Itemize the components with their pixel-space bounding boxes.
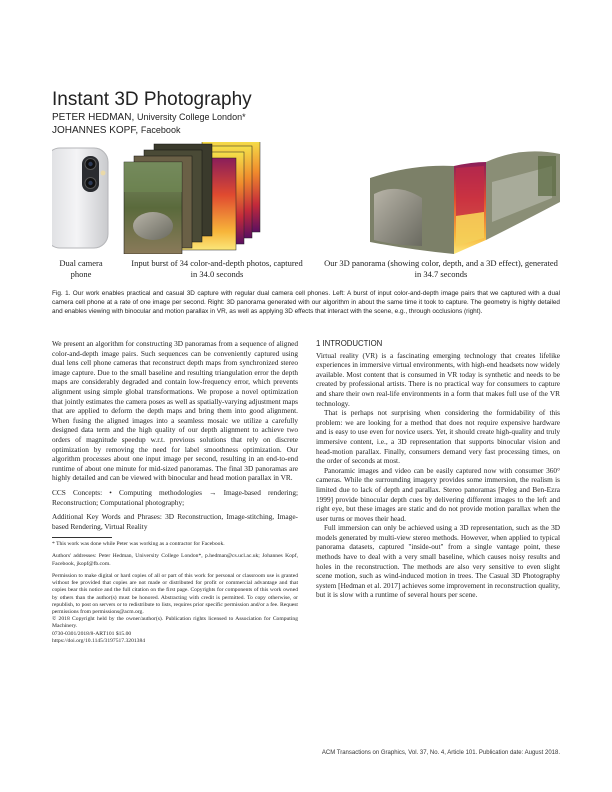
author-block [52,111,246,137]
copyright-notice: © 2018 Copyright held by the owner/author(s). Publication rights licensed to Association for Computing Machinery. [52,616,298,630]
author-line [52,111,246,124]
input-burst-stack [124,142,260,254]
figure-label-output: Our 3D panorama (showing color, depth, and a 3D effect), generated in 34.7 seconds [324,258,558,279]
permission-notice: Permission to make digital or hard copies of all or part of this work for personal or classroom use is granted without fee provided that copies are not made or distributed for profit or commercial advantage and that copies bear this notice and the full citation on the first page. Copyrights for components of this work owned by others than the author(s) must be honored. Abstracting with credit is permitted. To copy otherwise, or republish, to post on servers or to redistribute to lists, requires prior specific permission and/or a fee. Request permissions from permissions@acm.org. [52,572,298,615]
teaser-figure [52,142,560,254]
figure-caption: Fig. 1. Our work enables practical and casual 3D capture with regular dual camera cell phones. Left: A burst of input color-and-depth image pairs that we captured with a dual camera cell phone at a rate of one image per second. Right: 3D panorama generated with our algorithm in about the same time it took to capture. The geometry is highly detailed and enables viewing with binocular and motion parallax in VR, as well as applying 3D effects that interact with the scene, e.g., through occlusions (right). [52,290,560,315]
authors-addresses: Authors' addresses: Peter Hedman, University College London*, p.hedman@cs.ucl.ac.uk; Johannes Kopf, Facebook, jkopf@fb.com. [52,553,298,567]
phone-image [52,148,108,248]
paper-title: Instant 3D Photography [52,88,252,110]
panorama-output [370,151,560,254]
author-name: JOHANNES KOPF, [52,125,139,136]
issn: 0730-0301/2018/8-ART101 $15.00 [52,630,132,637]
intro-paragraph: Full immersion can only be achieved using a 3D representation, such as the 3D models generated by multi-view stereo methods. However, when applied to typical panorama datasets, captured "inside-out" from a single vantage point, these methods have to deal with a very small baseline, which causes noisy results and holes in the reconstruction. The methods are also very sensitive to even slight scene motion, such as wind-induced motion in trees. The Casual 3D Photography system [Hedman et al. 2017] achieves some improvement in reconstruction quality, but it is slow with a runtime of several hours per scene. [316,523,560,600]
right-column [316,339,560,600]
abstract: We present an algorithm for constructing 3D panoramas from a sequence of aligned color-and-depth image pairs. Such sequences can be conveniently captured using dual lens cell phone cameras that reconstruct depth maps from synchronized stereo image capture. Due to the small baseline and resulting triangulation error the depth maps are considerably degraded and contain low-frequency error, which prevents alignment using simple global transformations. We propose a novel optimization that jointly estimates the camera poses as well as spatially-varying adjustment maps that are applied to deform the depth maps and bring them into good alignment. When fusing the aligned images into a seamless mosaic we utilize a carefully designed data term and the high quality of our depth alignment to achieve two orders of magnitude speedup w.r.t. previous solutions that rely on discrete optimization by removing the need for label smoothness optimization. Our algorithm processes about one input image per second, resulting in an end-to-end runtime of about one minute for mid-sized panoramas. The final 3D panoramas are highly detailed and can be viewed with binocular and head motion parallax in VR. [52,339,298,483]
author-line [52,124,246,137]
section-heading: 1 INTRODUCTION [316,339,383,348]
ccs-concepts: CCS Concepts: • Computing methodologies → Image-based rendering; Reconstruction; Computational photography; [52,487,298,507]
figure-label-input: Input burst of 34 color-and-depth photos, captured in 34.0 seconds [131,258,303,279]
author-affiliation: Facebook [140,125,181,135]
intro-paragraph: Virtual reality (VR) is a fascinating emerging technology that creates lifelike experiences in immersive virtual environments, with high-end headsets now widely available. Most content that is consumed in VR today is synthetic and needs to be created by professional artists. There is no practical way for consumers to capture and share their own real-life environments in a form that makes full use of the VR technology. [316,350,560,408]
figure-label-phone: Dual camera phone [59,258,103,279]
intro-paragraph: That is perhaps not surprising when considering the formidability of this problem: we are looking for a method that does not require expensive hardware and is easy to use even for novice users. Yet, it should create high-quality and truly immersive content, i.e., a 3D representation that supports binocular vision and head-motion parallax. Finally, consumers demand very fast processing times, on the order of seconds at most. [316,408,560,466]
keywords: Additional Key Words and Phrases: 3D Reconstruction, Image-stitching, Image-based Rendering, Virtual Reality [52,512,298,531]
left-column [52,339,298,645]
footnote-star: * This work was done while Peter was working as a contractor for Facebook. [52,541,225,548]
doi-link[interactable]: https://doi.org/10.1145/3197517.3201384 [52,637,146,644]
footnote-rule [52,537,112,538]
author-affiliation: University College London* [137,112,246,122]
page-footer: ACM Transactions on Graphics, Vol. 37, No. 4, Article 101. Publication date: August 2018. [321,750,560,756]
author-name: PETER HEDMAN, [52,112,135,123]
intro-paragraph: Panoramic images and video can be easily captured now with consumer 360° cameras. While the surrounding imagery provides some immersion, the realism is limited due to lack of depth and parallax. Stereo panoramas [Peleg and Ben-Ezra 1999] provide binocular depth cues by delivering different images to the left and right eye, but these images are static and do not provide motion parallax when the user turns or moves their head. [316,465,560,523]
